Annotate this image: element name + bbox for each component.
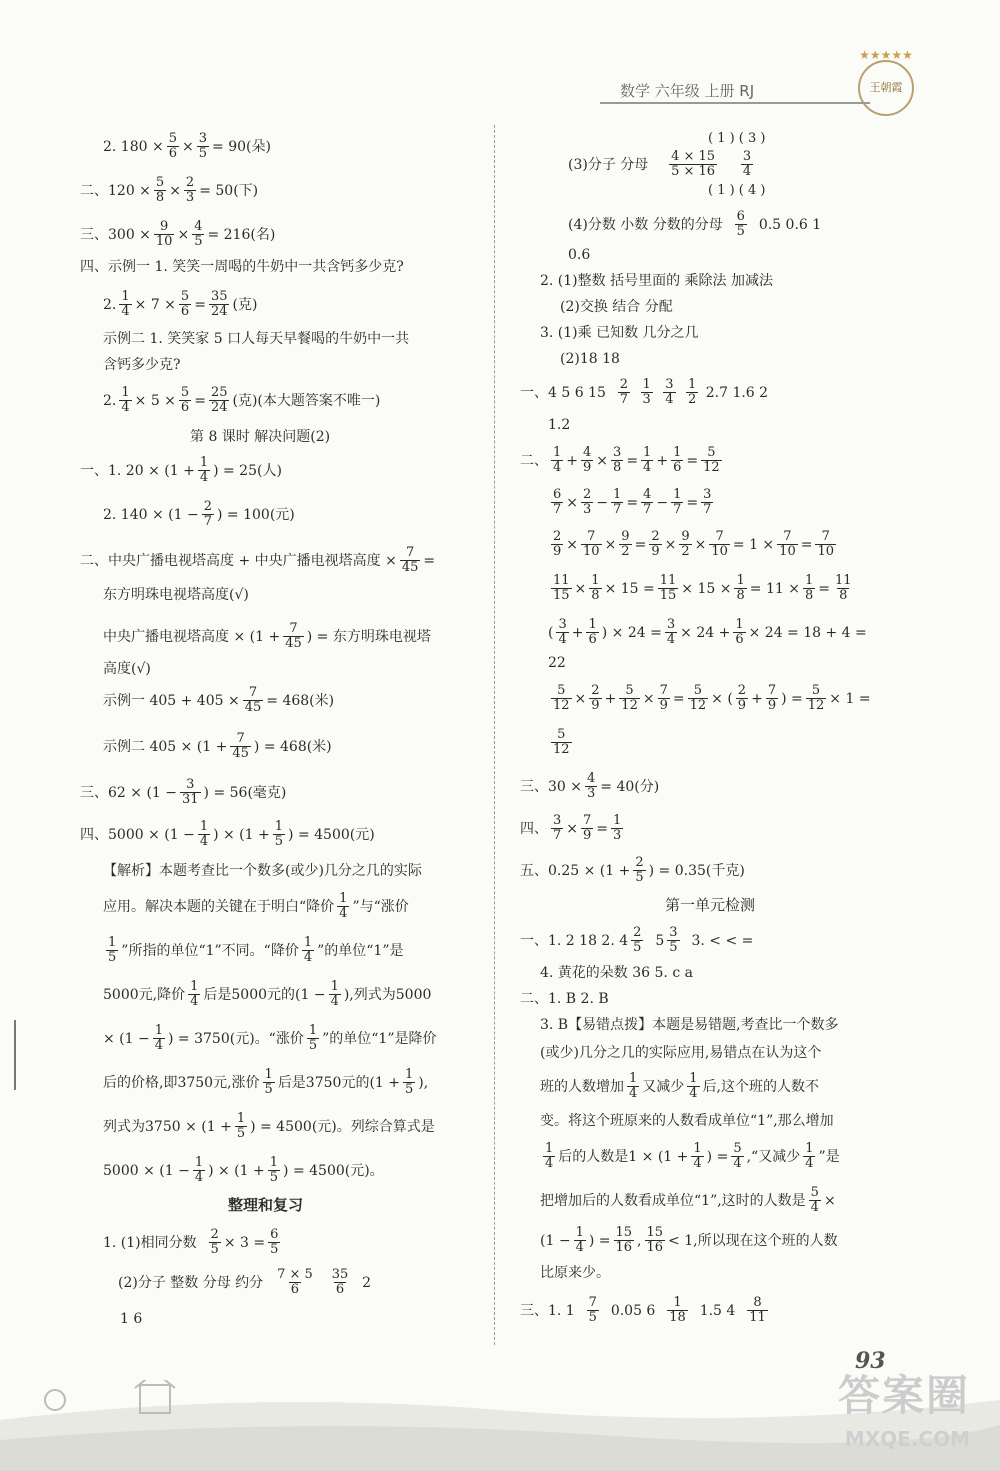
- answer-line: 示例一 405 + 405 × $\frac{7}{45}$ = 468(米): [103, 685, 335, 715]
- fraction: $\frac{1}{8}$: [804, 573, 814, 603]
- answer-line: 2. $\frac{1}{4}$ × 7 × $\frac{5}{6}$ = $\frac{35}{24}$ (克): [103, 289, 258, 319]
- fraction: $\frac{1}{2}$: [688, 377, 697, 407]
- fraction: $\frac{1}{4}$: [545, 1141, 554, 1171]
- column-divider: [494, 125, 495, 1345]
- fraction: $\frac{1}{4}$: [689, 1071, 698, 1101]
- fraction: $\frac{3}{5}$: [669, 925, 678, 955]
- answer-line: 4. 黄花的朵数 36 5. c a: [540, 965, 693, 981]
- fraction: $\frac{1}{4}$: [339, 891, 348, 921]
- fraction: $\frac{9}{2}$: [621, 529, 630, 559]
- answer-line: $\frac{11}{15}$ × $\frac{1}{8}$ × 15 = $\frac{11}{15}$ × 15 × $\frac{1}{8}$ = 11 × $\frac{1}{8}$ = $\frac{11}{8}$: [553, 573, 852, 603]
- analysis-line: 应用。解决本题的关键在于明白“降价 $\frac{1}{4}$ ”与“涨价: [103, 891, 409, 921]
- section-heading: 第 8 课时 解决问题(2): [190, 429, 331, 445]
- fraction: $\frac{4}{5}$: [194, 219, 203, 249]
- fraction: $\frac{7}{45}$: [244, 685, 262, 715]
- fraction: $\frac{2}{5}$: [210, 1227, 219, 1257]
- analysis-line: (或少)几分之几的实际应用,易错点在认为这个: [540, 1045, 822, 1061]
- fraction: $\frac{5}{12}$: [553, 683, 570, 713]
- answer-line: 四、 $\frac{3}{7}$ × $\frac{7}{9}$ = $\frac{1}{3}$: [520, 813, 622, 843]
- stars-decoration: ★★★★★: [859, 48, 913, 62]
- fraction: $\frac{7}{45}$: [285, 621, 302, 651]
- section-heading: 整理和复习: [228, 1196, 304, 1214]
- analysis-line: (1 − $\frac{1}{4}$ ) = $\frac{15}{16}$ , $\frac{15}{16}$ < 1,所以现在这个班的人数: [540, 1225, 838, 1255]
- fraction: $\frac{1}{3}$: [642, 377, 651, 407]
- fraction: $\frac{5}{12}$: [689, 683, 707, 713]
- fraction: $\frac{1}{4}$: [693, 1141, 702, 1171]
- fraction: $\frac{1}{4}$: [194, 1155, 204, 1185]
- answer-line: 2. 180 × $\frac{5}{6}$ × $\frac{3}{5}$ = 90(朵): [103, 131, 271, 161]
- answer-line: (2)分子 整数 分母 约分 $\frac{7 \times 5}{6}$ $\frac{35}{6}$ 2: [118, 1267, 372, 1297]
- analysis-line: 班的人数增加 $\frac{1}{4}$ 又减少 $\frac{1}{4}$ 后,这个班的人数不: [540, 1071, 820, 1101]
- fraction: $\frac{11}{15}$: [553, 573, 570, 603]
- answer-line: 3. (1)乘 已知数 几分之几: [540, 325, 699, 341]
- answer-line: 三、62 × (1 − $\frac{3}{31}$ ) = 56(毫克): [80, 777, 287, 807]
- fraction: $\frac{3}{8}$: [613, 445, 622, 475]
- analysis-line: 5000元,降价 $\frac{1}{4}$ 后是5000元的(1 − $\frac{1}{4}$ ),列式为5000: [103, 979, 432, 1009]
- answer-line: 0.6: [568, 247, 591, 263]
- fraction: $\frac{3}{4}$: [742, 149, 752, 179]
- answer-line: (2)交换 结合 分配: [560, 299, 673, 315]
- fraction: $\frac{11}{15}$: [659, 573, 677, 603]
- analysis-line: 变。将这个班原来的人数看成单位“1”,那么增加: [540, 1113, 834, 1129]
- fraction: $\frac{1}{7}$: [673, 487, 682, 517]
- answer-line: 三、1. 1 $\frac{7}{5}$ 0.05 6 $\frac{1}{18}$ 1.5 4 $\frac{8}{11}$: [520, 1295, 766, 1325]
- answer-line: (2)18 18: [560, 351, 620, 367]
- analysis-line: 把增加后的人数看成单位“1”,这时的人数是 $\frac{5}{4}$ ×: [540, 1185, 836, 1215]
- fraction: $\frac{1}{4}$: [121, 289, 130, 319]
- fraction: $\frac{1}{8}$: [736, 573, 745, 603]
- fraction: $\frac{5}{6}$: [168, 131, 177, 161]
- fraction: $\frac{1}{5}$: [108, 935, 117, 965]
- fraction: $\frac{15}{16}$: [615, 1225, 633, 1255]
- answer-line: 2. $\frac{1}{4}$ × 5 × $\frac{5}{6}$ = $\frac{25}{24}$ (克)(本大题答案不唯一): [103, 385, 381, 415]
- answer-line: $\frac{5}{12}$ × $\frac{2}{9}$ + $\frac{5}{12}$ × $\frac{7}{9}$ = $\frac{5}{12}$ × ( $\frac{2}{9}$ + $\frac{7}{9}$ ) = $\frac{5}{12}$ × 1 =: [553, 683, 871, 713]
- publisher-emblem: 王朝霞: [858, 60, 914, 116]
- fraction: $\frac{1}{4}$: [121, 385, 130, 415]
- answer-line: 五、0.25 × (1 + $\frac{2}{5}$ ) = 0.35(千克): [520, 855, 745, 885]
- analysis-line: $\frac{1}{5}$ ”所指的单位“1”不同。“降价 $\frac{1}{4}$ ”的单位“1”是: [108, 935, 404, 965]
- fraction: $\frac{8}{11}$: [749, 1295, 766, 1325]
- fraction: $\frac{7}{10}$: [711, 529, 728, 559]
- analysis-line: 比原来少。: [540, 1265, 610, 1281]
- fraction: $\frac{2}{9}$: [737, 683, 747, 713]
- answer-line: 1 6: [120, 1311, 143, 1327]
- fraction: $\frac{7}{9}$: [659, 683, 668, 713]
- fraction: $\frac{3}{5}$: [198, 131, 208, 161]
- fraction: $\frac{9}{2}$: [681, 529, 690, 559]
- answer-line: 2. 140 × (1 − $\frac{2}{7}$ ) = 100(元): [103, 499, 295, 529]
- fraction: $\frac{1}{18}$: [669, 1295, 686, 1325]
- section-heading: 第一单元检测: [665, 896, 756, 914]
- fraction: $\frac{1}{5}$: [264, 1067, 273, 1097]
- fraction: $\frac{3}{31}$: [182, 777, 199, 807]
- answer-line: 三、300 × $\frac{9}{10}$ × $\frac{4}{5}$ = 216(名): [80, 219, 276, 249]
- fraction: $\frac{2}{3}$: [583, 487, 592, 517]
- fraction: $\frac{11}{8}$: [834, 573, 852, 603]
- fraction: $\frac{5}{6}$: [180, 385, 190, 415]
- answer-line: 二、120 × $\frac{5}{8}$ × $\frac{2}{3}$ = 50(下): [80, 175, 259, 205]
- fraction: $\frac{1}{4}$: [575, 1225, 584, 1255]
- fraction: $\frac{1}{4}$: [303, 935, 313, 965]
- fraction: $\frac{3}{4}$: [666, 617, 676, 647]
- fraction: $\frac{7}{10}$: [779, 529, 796, 559]
- fraction: $\frac{1}{4}$: [805, 1141, 814, 1171]
- answer-line: 含钙多少克?: [103, 357, 181, 373]
- answer-line: 1. (1)相同分数 $\frac{2}{5}$ × 3 = $\frac{6}{5}$: [103, 1227, 279, 1257]
- fraction: $\frac{15}{16}$: [646, 1225, 664, 1255]
- fraction: $\frac{1}{5}$: [405, 1067, 414, 1097]
- analysis-line: 3. B【易错点拨】本题是易错题,考查比一个数多: [540, 1017, 839, 1033]
- answer-line: 22: [548, 655, 566, 671]
- fraction: $\frac{2}{7}$: [619, 377, 629, 407]
- fraction: $\frac{1}{4}$: [629, 1071, 638, 1101]
- page-number: 93: [855, 1348, 886, 1374]
- answer-line: (3)分子 分母 $\frac{4 \times 15}{5 \times 16}$ $\frac{3}{4}$: [568, 149, 752, 179]
- fraction: $\frac{35}{24}$: [210, 289, 228, 319]
- annotation: ( 1 ) ( 3 ): [708, 131, 766, 146]
- fraction: $\frac{7}{10}$: [583, 529, 600, 559]
- analysis-line: 列式为3750 × (1 + $\frac{1}{5}$ ) = 4500(元)。列综合算式是: [103, 1111, 435, 1141]
- fraction: $\frac{2}{5}$: [633, 925, 642, 955]
- fraction: $\frac{1}{5}$: [274, 819, 284, 849]
- fraction: $\frac{4}{9}$: [583, 445, 592, 475]
- fraction: $\frac{5}{4}$: [810, 1185, 819, 1215]
- annotation: ( 1 ) ( 4 ): [708, 183, 766, 198]
- fraction: $\frac{3}{7}$: [703, 487, 712, 517]
- answer-line: 高度(√): [103, 661, 151, 677]
- answer-line: $\frac{2}{9}$ × $\frac{7}{10}$ × $\frac{9}{2}$ = $\frac{2}{9}$ × $\frac{9}{2}$ × $\frac{7}{10}$ = 1 × $\frac{7}{10}$ = $\frac{7}{10}$: [553, 529, 834, 559]
- fraction: $\frac{5}{6}$: [180, 289, 190, 319]
- fraction: $\frac{4 \times 15}{5 \times 16}$: [671, 149, 716, 179]
- answer-line: (4)分数 小数 分数的分母 $\frac{6}{5}$ 0.5 0.6 1: [568, 209, 822, 239]
- fraction: $\frac{25}{24}$: [210, 385, 228, 415]
- fraction: $\frac{35}{6}$: [331, 1267, 349, 1297]
- fraction: $\frac{1}{4}$: [199, 455, 209, 485]
- answer-line: 二、1. B 2. B: [520, 991, 609, 1007]
- left-margin-mark: [14, 1020, 16, 1090]
- fraction: $\frac{3}{7}$: [553, 813, 562, 843]
- fraction: $\frac{1}{4}$: [199, 819, 209, 849]
- fraction: $\frac{1}{5}$: [269, 1155, 279, 1185]
- fraction: $\frac{6}{5}$: [736, 209, 745, 239]
- fraction: $\frac{1}{5}$: [236, 1111, 246, 1141]
- fraction: $\frac{5}{8}$: [155, 175, 165, 205]
- fraction: $\frac{6}{7}$: [553, 487, 562, 517]
- fraction: $\frac{1}{4}$: [643, 445, 652, 475]
- analysis-line: 5000 × (1 − $\frac{1}{4}$ ) × (1 + $\frac{1}{5}$ ) = 4500(元)。: [103, 1155, 384, 1185]
- answer-line: 一、4 5 6 15 $\frac{2}{7}$ $\frac{1}{3}$ $\frac{3}{4}$ $\frac{1}{2}$ 2.7 1.6 2: [520, 377, 769, 407]
- fraction: $\frac{7}{45}$: [232, 731, 249, 761]
- fraction: $\frac{4}{7}$: [643, 487, 652, 517]
- answer-line: 四、示例一 1. 笑笑一周喝的牛奶中一共含钙多少克?: [80, 259, 404, 275]
- tree-icon: [45, 1390, 65, 1410]
- answer-line: 示例二 1. 笑笑家 5 口人每天早餐喝的牛奶中一共: [103, 331, 410, 347]
- fraction: $\frac{1}{6}$: [673, 445, 682, 475]
- answer-line: 二、中央广播电视塔高度 + 中央广播电视塔高度 × $\frac{7}{45}$ =: [80, 545, 436, 575]
- watermark-logo: 答案圈: [837, 1371, 970, 1420]
- answer-line: 东方明珠电视塔高度(√): [103, 587, 249, 603]
- answer-line: 2. (1)整数 括号里面的 乘除法 加减法: [540, 273, 773, 289]
- analysis-line: 后的价格,即3750元,涨价 $\frac{1}{5}$ 后是3750元的(1 + $\frac{1}{5}$ ),: [103, 1067, 429, 1097]
- answer-line: $\frac{6}{7}$ × $\frac{2}{3}$ − $\frac{1}{7}$ = $\frac{4}{7}$ − $\frac{1}{7}$ = $\frac{3}{7}$: [553, 487, 712, 517]
- fraction: $\frac{1}{3}$: [613, 813, 622, 843]
- answer-line: [548, 728, 575, 757]
- fraction: $\frac{1}{4}$: [330, 979, 339, 1009]
- fraction: $\frac{3}{4}$: [558, 617, 567, 647]
- fraction: $\frac{1}{4}$: [154, 1023, 164, 1053]
- fraction: $\frac{4}{3}$: [587, 771, 596, 801]
- watermark-url: MXQE.COM: [844, 1427, 970, 1451]
- answer-line: 二、 $\frac{1}{4}$ + $\frac{4}{9}$ × $\frac{3}{8}$ = $\frac{1}{4}$ + $\frac{1}{6}$ = $\frac{5}{12}$: [520, 445, 720, 475]
- fraction: $\frac{2}{9}$: [553, 529, 562, 559]
- fraction: $\frac{5}{12}$: [703, 445, 720, 475]
- fraction: $\frac{2}{5}$: [635, 855, 644, 885]
- analysis-line: × (1 − $\frac{1}{4}$ ) = 3750(元)。“涨价 $\frac{1}{5}$ ”的单位“1”是降价: [103, 1023, 437, 1053]
- fraction: $\frac{1}{8}$: [591, 573, 600, 603]
- answer-line: 中央广播电视塔高度 × (1 + $\frac{7}{45}$ ) = 东方明珠电视塔: [103, 621, 431, 651]
- page-header: 数学 六年级 上册 RJ: [620, 82, 755, 100]
- fraction: $\frac{1}{4}$: [553, 445, 562, 475]
- answer-line: 四、5000 × (1 − $\frac{1}{4}$ ) × (1 + $\frac{1}{5}$ ) = 4500(元): [80, 819, 375, 849]
- fraction: $\frac{7}{9}$: [767, 683, 777, 713]
- answer-line: 一、1. 20 × (1 + $\frac{1}{4}$ ) = 25(人): [80, 455, 282, 485]
- fraction: $\frac{3}{4}$: [665, 377, 674, 407]
- answer-line: 三、30 × $\frac{4}{3}$ = 40(分): [520, 771, 660, 801]
- answer-line: 1.2: [548, 417, 571, 433]
- fraction: $\frac{7}{9}$: [583, 813, 592, 843]
- fraction: $\frac{2}{3}$: [185, 175, 195, 205]
- fraction: $\frac{1}{6}$: [588, 617, 597, 647]
- fraction: $\frac{7}{5}$: [588, 1295, 597, 1325]
- answer-line: 示例二 405 × (1 + $\frac{7}{45}$ ) = 468(米): [103, 731, 332, 761]
- fraction: $\frac{1}{6}$: [735, 617, 744, 647]
- fraction: $\frac{7}{45}$: [401, 545, 419, 575]
- fraction: $\frac{5}{4}$: [733, 1141, 742, 1171]
- fraction: $\frac{2}{7}$: [203, 499, 212, 529]
- fraction: $\frac{5}{12}$: [553, 727, 570, 757]
- analysis-line: $\frac{1}{4}$ 后的人数是1 × (1 + $\frac{1}{4}$ ) = $\frac{5}{4}$ ,“又减少 $\frac{1}{4}$ ”是: [545, 1141, 840, 1171]
- fraction: $\frac{6}{5}$: [270, 1227, 279, 1257]
- fraction: $\frac{1}{4}$: [190, 979, 199, 1009]
- answer-line: ( $\frac{3}{4}$ + $\frac{1}{6}$ ) × 24 = $\frac{3}{4}$ × 24 + $\frac{1}{6}$ × 24 = 18 + 4 =: [548, 617, 867, 647]
- fraction: $\frac{9}{10}$: [155, 219, 173, 249]
- fraction: $\frac{5}{12}$: [807, 683, 825, 713]
- answer-line: 一、1. 2 18 2. 4 $\frac{2}{5}$ 5 $\frac{3}{5}$ 3. < < =: [520, 925, 754, 955]
- fraction: $\frac{2}{9}$: [591, 683, 600, 713]
- fraction: $\frac{7}{10}$: [817, 529, 834, 559]
- fraction: $\frac{5}{12}$: [621, 683, 638, 713]
- fraction: $\frac{1}{5}$: [308, 1023, 318, 1053]
- fraction: $\frac{7 \times 5}{6}$: [277, 1267, 313, 1297]
- header-rule: [600, 102, 870, 104]
- fraction: $\frac{1}{7}$: [613, 487, 622, 517]
- fraction: $\frac{2}{9}$: [651, 529, 660, 559]
- analysis-line: 【解析】本题考查比一个数多(或少)几分之几的实际: [103, 863, 422, 879]
